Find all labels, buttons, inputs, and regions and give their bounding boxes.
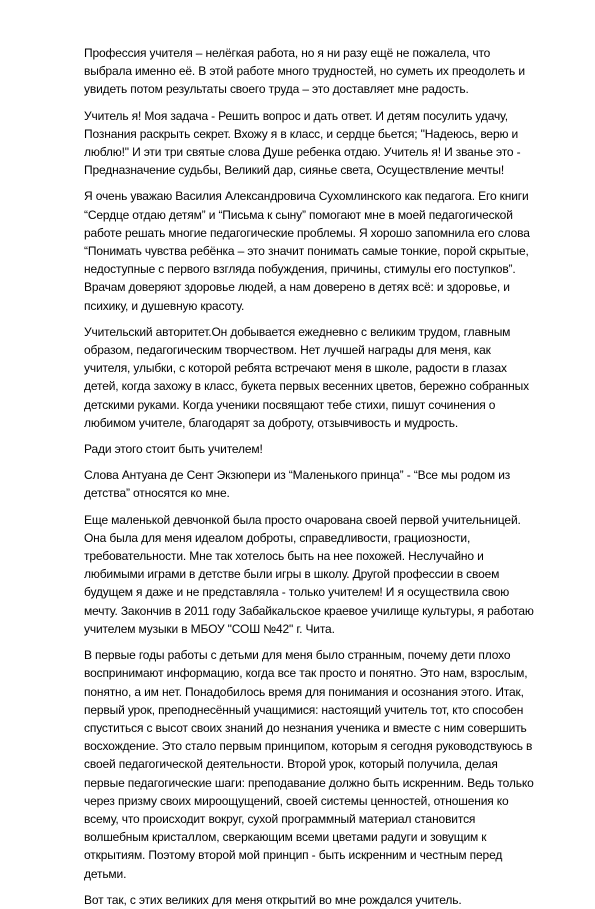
paragraph-profession: Профессия учителя – нелёгкая работа, но я ни разу ещё не пожалела, что выбрала именно её. В этой работе много трудностей, но суметь их преодолеть и увидеть потом результаты своего труда – это доставляет мне радость. <box>84 46 525 97</box>
paragraph-exupery-quote: Слова Антуана де Сент Экзюпери из “Маленького принца” - “Все мы родом из детства” относятся ко мне. <box>84 468 511 501</box>
paragraph-authority: Учительский авторитет.Он добывается ежедневно с великим трудом, главным образом, педагогическим творчеством. Нет лучшей награды для меня, как учителя, улыбки, с которой ребята встречают меня в школе, радости в глазах детей, когда захожу в класс, букета первых весенних цветов, бережно собранных детскими руками. Когда ученики посвящают тебе стихи, пишут сочинения о любимом учителе, благодарят за доброту, отзывчивость и мудрость. <box>84 324 529 430</box>
paragraph-sukhomlinsky: Я очень уважаю Василия Александровича Сухомлинского как педагога. Его книги “Сердце отдаю детям” и “Письма к сыну” помогают мне в моей педагогической работе решать многие педагогические проблемы. Я хорошо запомнила его слова “Понимать чувства ребёнка – это значит понимать самые тонкие, порой скрытые, недоступные с первого взгляда побуждения, причины, стимулы его поступков”. Врачам доверяют здоровье людей, а нам доверено в детях всё: и здоровье, и психику, и душевную красоту. <box>84 189 530 313</box>
paragraph-poem: Учитель я! Моя задача - Решить вопрос и дать ответ. И детям посулить удачу, Познания раскрыть секрет. Вхожу я в класс, и сердце бьется; "Надеюсь, верю и люблю!" И эти три святые слова Душе ребенка отдаю. Учитель я! И званье это - Предназначение судьбы, Великий дар, сиянье света, Осуществление мечты! <box>84 108 521 178</box>
paragraph-conclusion: Вот так, с этих великих для меня открытий во мне рождался учитель. <box>84 892 462 907</box>
paragraph-first-years: В первые годы работы с детьми для меня было странным, почему дети плохо воспринимают информацию, когда все так просто и понятно. Это нам, взрослым, понятно, а им нет. Понадобилось время для понимания и осознания этого. Итак, первый урок, преподнесённый учащимися: настоящий учитель тот, кто способен спуститься с высот своих знаний до незнания ученика и вместе с ним совершить восхождение. Это стало первым принципом, которым я сегодня руководствуюсь в своей педагогической деятельности. Второй урок, который получила, делая первые педагогические шаги: преподавание должно быть искренним. Ведь только через призму своих мироощущений, своей системы ценностей, отношения ко всему, что происходит вокруг, сухой программный материал становится волшебным кристаллом, сверкающим всеми цветами радуги и зовущим к открытиям. Поэтому второй мой принцип - быть искренним и честным перед детьми. <box>84 648 534 881</box>
paragraph-worth-it: Ради этого стоит быть учителем! <box>84 442 263 457</box>
paragraph-childhood: Еще маленькой девчонкой была просто очарована своей первой учительницей. Она была для меня идеалом доброты, справедливости, грациозности, требовательности. Мне так хотелось быть на нее похожей. Неслучайно и любимыми играми в детстве были игры в школу. Другой профессии в своем будущем я даже и не представляла - только учителем! И я осуществила свою мечту. Закончив в 2011 году Забайкальское краевое училище культуры, я работаю учителем музыки в МБОУ "СОШ №42" г. Чита. <box>84 512 534 636</box>
